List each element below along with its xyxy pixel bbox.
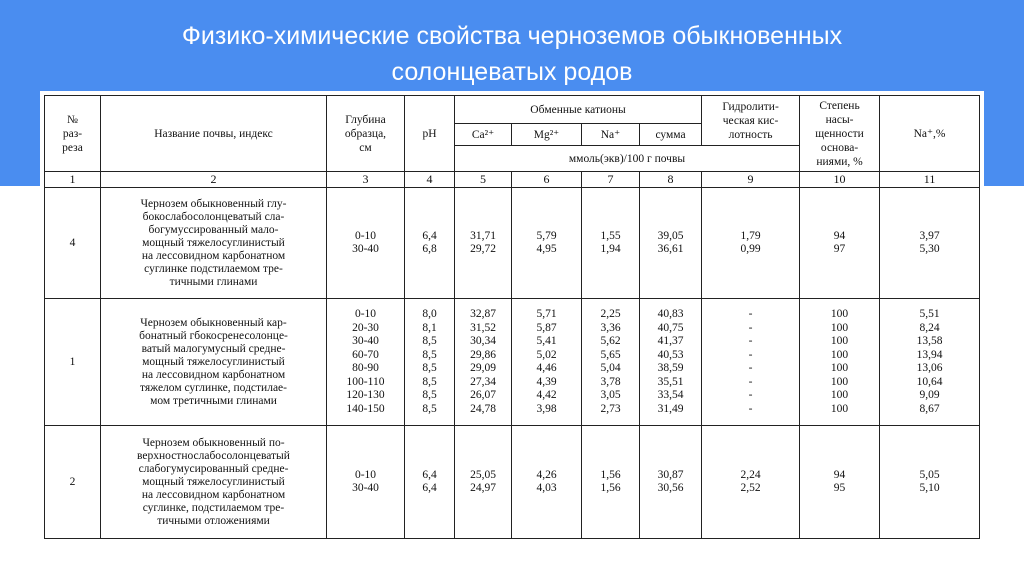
header-units: ммоль(экв)/100 г почвы [455,146,800,172]
na-percent-values: 5,51 8,24 13,58 13,94 13,06 10,64 9,09 8,67 [880,299,980,426]
column-number: 1 [45,172,101,188]
depth-values: 0-10 30-40 [327,426,405,539]
header-depth: Глубина образца, см [327,96,405,172]
mg-values: 4,26 4,03 [512,426,582,539]
ca-values: 32,87 31,52 30,34 29,86 29,09 27,34 26,07 24,78 [455,299,512,426]
header-base-saturation: Степень насы- щенности основа- ниями, % [800,96,880,172]
header-cut-no: № раз- реза [45,96,101,172]
hydrolytic-acidity-values: 1,79 0,99 [702,188,800,299]
header-ca: Ca²⁺ [455,124,512,146]
table-row [45,299,980,426]
hydrolytic-acidity-values: 2,24 2,52 [702,426,800,539]
na-percent-values: 3,97 5,30 [880,188,980,299]
saturation-values: 100 100 100 100 100 100 100 100 [800,299,880,426]
header-hydrolytic-acidity: Гидролити- ческая кис- лотность [702,96,800,146]
ph-values: 6,4 6,4 [405,426,455,539]
sum-values: 30,87 30,56 [640,426,702,539]
slide-title-line-1: Физико-химические свойства черноземов обыкновенных [181,22,843,50]
column-number: 9 [702,172,800,188]
saturation-values: 94 95 [800,426,880,539]
hydrolytic-acidity-values: - - - - - - - - [702,299,800,426]
header-na-percent: Na⁺,% [880,96,980,172]
soil-name: Чернозем обыкновенный глу- бокослабосолонцеватый сла- богумуссированный мало- мощный тяжелосуглинистый на лессовидном карбонатном суглинке подстилаемом тре- тичными глинами [101,188,327,299]
na-percent-values: 5,05 5,10 [880,426,980,539]
soil-properties-table [44,95,980,539]
column-number: 2 [101,172,327,188]
column-number: 10 [800,172,880,188]
header-ph: pH [405,96,455,172]
column-number: 5 [455,172,512,188]
sum-values: 39,05 36,61 [640,188,702,299]
header-soil-name: Название почвы, индекс [101,96,327,172]
mg-values: 5,71 5,87 5,41 5,02 4,46 4,39 4,42 3,98 [512,299,582,426]
na-values: 2,25 3,36 5,62 5,65 5,04 3,78 3,05 2,73 [582,299,640,426]
depth-values: 0-10 20-30 30-40 60-70 80-90 100-110 120-130 140-150 [327,299,405,426]
column-number: 7 [582,172,640,188]
header-na: Na⁺ [582,124,640,146]
saturation-values: 94 97 [800,188,880,299]
soil-name: Чернозем обыкновенный кар- бонатный гбокосренесолонце- ватый малогумусный средне- мощный тяжелосуглинистый на лессовидном карбонатном тяжелом суглинке, подстилае- мом третичными глинами [101,299,327,426]
depth-values: 0-10 30-40 [327,188,405,299]
header-sum: сумма [640,124,702,146]
ca-values: 31,71 29,72 [455,188,512,299]
cut-number: 4 [45,188,101,299]
na-values: 1,55 1,94 [582,188,640,299]
column-number: 6 [512,172,582,188]
header-mg: Mg²⁺ [512,124,582,146]
table-row [45,426,980,539]
column-number: 11 [880,172,980,188]
cut-number: 2 [45,426,101,539]
ph-values: 6,4 6,8 [405,188,455,299]
header-exchange-cations: Обменные катионы [455,96,702,124]
column-number: 3 [327,172,405,188]
table-row [45,188,980,299]
ph-values: 8,0 8,1 8,5 8,5 8,5 8,5 8,5 8,5 [405,299,455,426]
column-number-row [45,172,980,188]
sum-values: 40,83 40,75 41,37 40,53 38,59 35,51 33,54 31,49 [640,299,702,426]
column-number: 8 [640,172,702,188]
slide-title-line-2: солонцеватых родов [391,58,633,86]
cut-number: 1 [45,299,101,426]
table-body [45,188,980,539]
na-values: 1,56 1,56 [582,426,640,539]
slide-title [0,18,1024,90]
soil-name: Чернозем обыкновенный по- верхностнослабосолонцеватый слабогумусированный средне- мощный тяжелосуглинистый на лессовидном карбонатном суглинке, подстилаемом тре- тичными отложениями [101,426,327,539]
column-number: 4 [405,172,455,188]
mg-values: 5,79 4,95 [512,188,582,299]
ca-values: 25,05 24,97 [455,426,512,539]
